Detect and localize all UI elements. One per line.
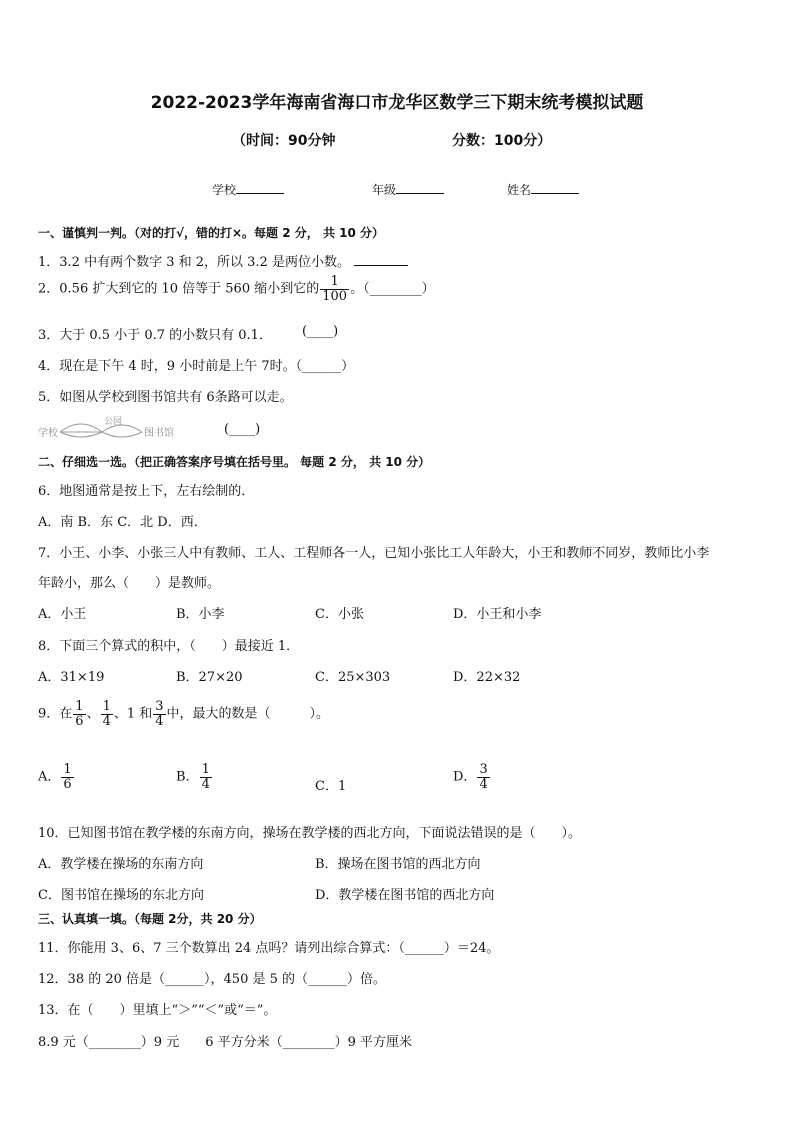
question-9-suffix: 中，最大的数是（ ）。 (166, 706, 330, 722)
fraction-3-4 (477, 763, 489, 791)
fraction-1-100 (320, 275, 349, 303)
question-7-line1: 7．小王、小李、小张三人中有教师、工人、工程师各一人，已知小张比工人年龄大，小王和教师不同岁，教师比小李 (38, 546, 710, 561)
name-blank[interactable] (531, 181, 579, 194)
question-6-options[interactable]: A．南 B．东 C．北 D．西． (38, 515, 207, 530)
question-7-option-b[interactable]: B．小李 (176, 607, 225, 622)
question-1 (38, 251, 408, 270)
question-9-prefix: 9．在 (38, 706, 73, 722)
question-7-option-c[interactable]: C．小张 (315, 607, 364, 622)
question-11: 11．你能用 3、6、7 三个数算出 24 点吗？请列出综合算式：（______）＝24。 (38, 941, 500, 956)
question-3 (38, 324, 272, 343)
question-10-option-c[interactable]: C．图书馆在操场的东北方向 (38, 888, 204, 903)
figure-library-label: 图书馆 (144, 428, 174, 439)
section3-heading: 三、认真填一填。（每题 2分，共 20 分） (38, 912, 262, 926)
question-2-tail[interactable]: 。（________） (350, 281, 435, 297)
question-10-option-b[interactable]: B．操场在图书馆的西北方向 (315, 857, 481, 872)
fraction-denominator: 100 (322, 288, 348, 304)
fraction-denominator: 4 (155, 713, 164, 729)
exam-time: （时间：90分钟 (232, 133, 336, 149)
fraction-denominator: 4 (102, 713, 111, 729)
question-6: 6．地图通常是按上下，左右绘制的． (38, 484, 255, 499)
name-label: 姓名 (507, 183, 532, 197)
question-8-option-d[interactable]: D．22×32 (453, 670, 521, 685)
question-2 (38, 275, 435, 303)
question-3-text: 3．大于 0.5 小于 0.7 的小数只有 0.1． (38, 328, 272, 343)
question-8-option-a[interactable]: A．31×19 (38, 670, 105, 685)
question-10-option-d[interactable]: D．教学楼在图书馆的西北方向 (315, 888, 495, 903)
question-4: 4．现在是下午 4 时，9 小时前是上午 7时。（______） (38, 359, 355, 374)
figure-park-label: 公园 (104, 417, 123, 427)
option-label: B． (176, 769, 199, 785)
fraction-denominator: 6 (75, 713, 84, 729)
school-field[interactable] (212, 181, 284, 198)
question-13: 13．在（ ）里填上“＞”“＜”或“＝”。 (38, 1003, 277, 1018)
school-blank[interactable] (236, 181, 284, 194)
fraction-denominator: 4 (201, 776, 210, 792)
question-7-line2: 年龄小，那么（ ）是教师。 (38, 576, 221, 591)
route-path (60, 424, 102, 432)
question-7-option-a[interactable]: A．小王 (38, 607, 87, 622)
question-9-separator: 、 (86, 706, 100, 722)
question-2-text: 2．0.56 扩大到它的 10 倍等于 560 缩小到它的 (38, 281, 320, 297)
page-title: 2022-2023学年海南省海口市龙华区数学三下期末统考模拟试题 (150, 93, 644, 113)
fraction-numerator: 1 (102, 699, 111, 714)
option-label: A． (38, 769, 61, 785)
figure-school-label: 学校 (38, 428, 58, 439)
question-8: 8．下面三个算式的积中，（ ）最接近 1． (38, 639, 300, 654)
question-9-option-d[interactable] (453, 763, 491, 791)
school-label: 学校 (212, 183, 237, 197)
fraction-denominator: 6 (63, 776, 72, 792)
question-7-option-d[interactable]: D．小王和小李 (453, 607, 542, 622)
route-path (60, 432, 102, 437)
option-label: D． (453, 769, 477, 785)
question-1-blank[interactable] (354, 253, 408, 266)
fraction-3-4 (153, 700, 165, 728)
question-10-option-a[interactable]: A．教学楼在操场的东南方向 (38, 857, 204, 872)
question-13-line[interactable]: 8.9 元（________）9 元 6 平方分米（________）9 平方厘米 (38, 1035, 413, 1050)
question-9-mid: 、1 和 (113, 706, 153, 722)
fraction-numerator: 3 (155, 699, 164, 714)
question-1-text: 1．3.2 中有两个数字 3 和 2，所以 3.2 是两位小数。 (38, 255, 350, 270)
exam-score: 分数：100分） (452, 133, 552, 149)
fraction-numerator: 1 (63, 762, 72, 777)
name-field[interactable] (507, 181, 579, 198)
fraction-numerator: 1 (75, 699, 84, 714)
fraction-denominator: 4 (479, 776, 488, 792)
question-3-blank[interactable]: (____) (302, 324, 339, 339)
section2-heading: 二、仔细选一选。（把正确答案序号填在括号里。 每题 2 分， 共 10 分） (38, 455, 431, 469)
fraction-1-4 (101, 700, 113, 728)
fraction-numerator: 1 (201, 762, 210, 777)
question-10: 10．已知图书馆在教学楼的东南方向，操场在教学楼的西北方向，下面说法错误的是（ ）。 (38, 826, 582, 841)
question-5: 5．如图从学校到图书馆共有 6条路可以走。 (38, 390, 293, 405)
question-5-blank[interactable]: (____) (224, 422, 261, 437)
fraction-numerator: 3 (479, 762, 488, 777)
route-path (102, 432, 142, 437)
question-12: 12．38 的 20 倍是（______），450 是 5 的（______）倍。 (38, 972, 387, 987)
question-8-option-c[interactable]: C．25×303 (315, 670, 391, 685)
grade-field[interactable] (372, 181, 444, 198)
question-9-option-a[interactable] (38, 763, 75, 791)
fraction-1-6 (73, 700, 85, 728)
fraction-1-6 (61, 763, 73, 791)
question-9-option-c[interactable]: C．1 (315, 779, 347, 794)
fraction-1-4 (200, 763, 212, 791)
route-figure (36, 412, 186, 442)
question-8-option-b[interactable]: B．27×20 (176, 670, 243, 685)
grade-blank[interactable] (396, 181, 444, 194)
question-9 (38, 700, 329, 728)
question-9-option-b[interactable] (176, 763, 213, 791)
grade-label: 年级 (372, 183, 397, 197)
section1-heading: 一、谨慎判一判。（对的打√，错的打×。每题 2 分， 共 10 分） (38, 226, 384, 240)
fraction-numerator: 1 (320, 275, 349, 290)
